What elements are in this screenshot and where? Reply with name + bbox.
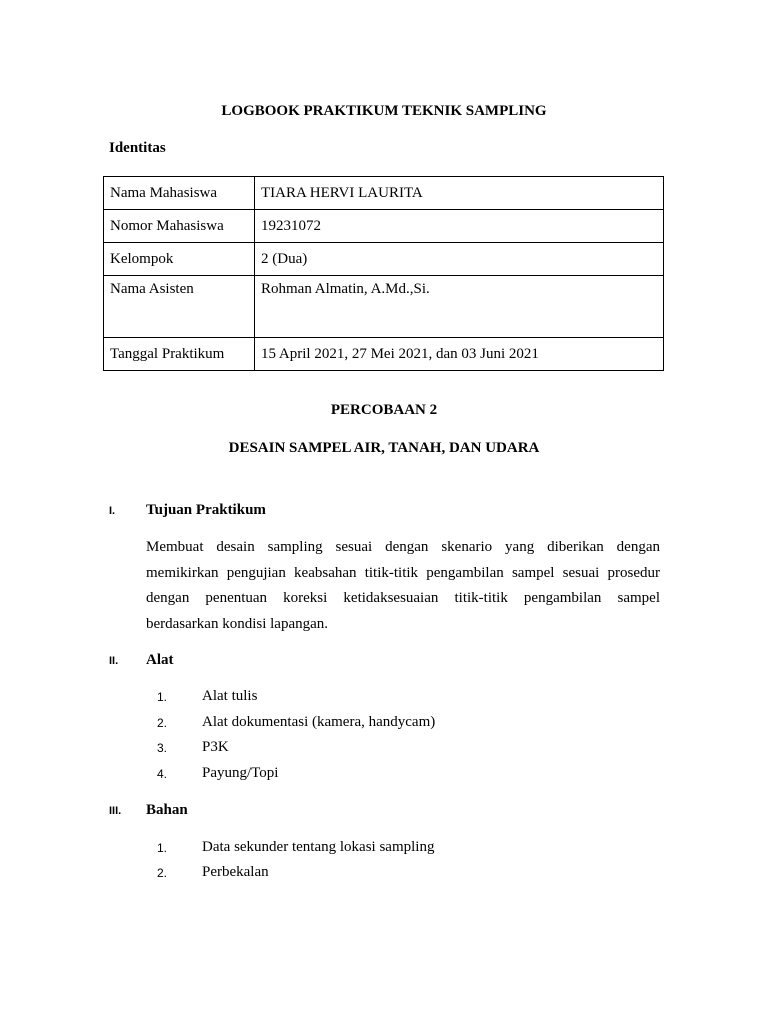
list-item-number: 2. <box>157 716 168 730</box>
table-cell-value: Rohman Almatin, A.Md.,Si. <box>255 276 664 338</box>
section-numeral: III. <box>109 805 122 817</box>
table-cell-value: 15 April 2021, 27 Mei 2021, dan 03 Juni 2021 <box>255 338 664 371</box>
table-cell-value: 2 (Dua) <box>255 243 664 276</box>
table-row <box>104 177 664 210</box>
table-cell-label: Nomor Mahasiswa <box>104 210 255 243</box>
list-item: Payung/Topi <box>202 765 279 781</box>
list-item-number: 1. <box>157 690 168 704</box>
table-row <box>104 276 664 338</box>
list-item: Perbekalan <box>202 864 269 880</box>
table-cell-value: TIARA HERVI LAURITA <box>255 177 664 210</box>
table-cell-value: 19231072 <box>255 210 664 243</box>
list-item-number: 1. <box>157 841 168 855</box>
experiment-title: PERCOBAAN 2 <box>330 402 438 418</box>
identitas-heading: Identitas <box>109 140 166 156</box>
section-title: Alat <box>146 652 174 668</box>
table-cell-label: Nama Mahasiswa <box>104 177 255 210</box>
table-row <box>104 243 664 276</box>
list-item-number: 3. <box>157 741 168 755</box>
table-row <box>104 338 664 371</box>
section-numeral: I. <box>109 505 116 517</box>
section-title: Tujuan Praktikum <box>146 502 266 518</box>
list-item-number: 4. <box>157 767 168 781</box>
list-item: P3K <box>202 739 229 755</box>
identity-table <box>103 176 664 371</box>
list-item: Alat tulis <box>202 688 258 704</box>
section-title: Bahan <box>146 802 188 818</box>
list-item-number: 2. <box>157 866 168 880</box>
table-cell-label: Kelompok <box>104 243 255 276</box>
document-title: LOGBOOK PRAKTIKUM TEKNIK SAMPLING <box>221 103 547 119</box>
table-row <box>104 210 664 243</box>
section-numeral: II. <box>109 655 119 667</box>
table-cell-label: Nama Asisten <box>104 276 255 338</box>
section-paragraph: Membuat desain sampling sesuai dengan skenario yang diberikan dengan memikirkan pengujian keabsahan titik-titik pengambilan sampel sesuai prosedur dengan penentuan koreksi ketidaksesuaian titik-titik pengambilan sampel berdasarkan kondisi lapangan. <box>146 539 660 632</box>
experiment-subtitle: DESAIN SAMPEL AIR, TANAH, DAN UDARA <box>228 440 540 456</box>
list-item: Data sekunder tentang lokasi sampling <box>202 839 435 855</box>
list-item: Alat dokumentasi (kamera, handycam) <box>202 714 436 730</box>
table-cell-label: Tanggal Praktikum <box>104 338 255 371</box>
